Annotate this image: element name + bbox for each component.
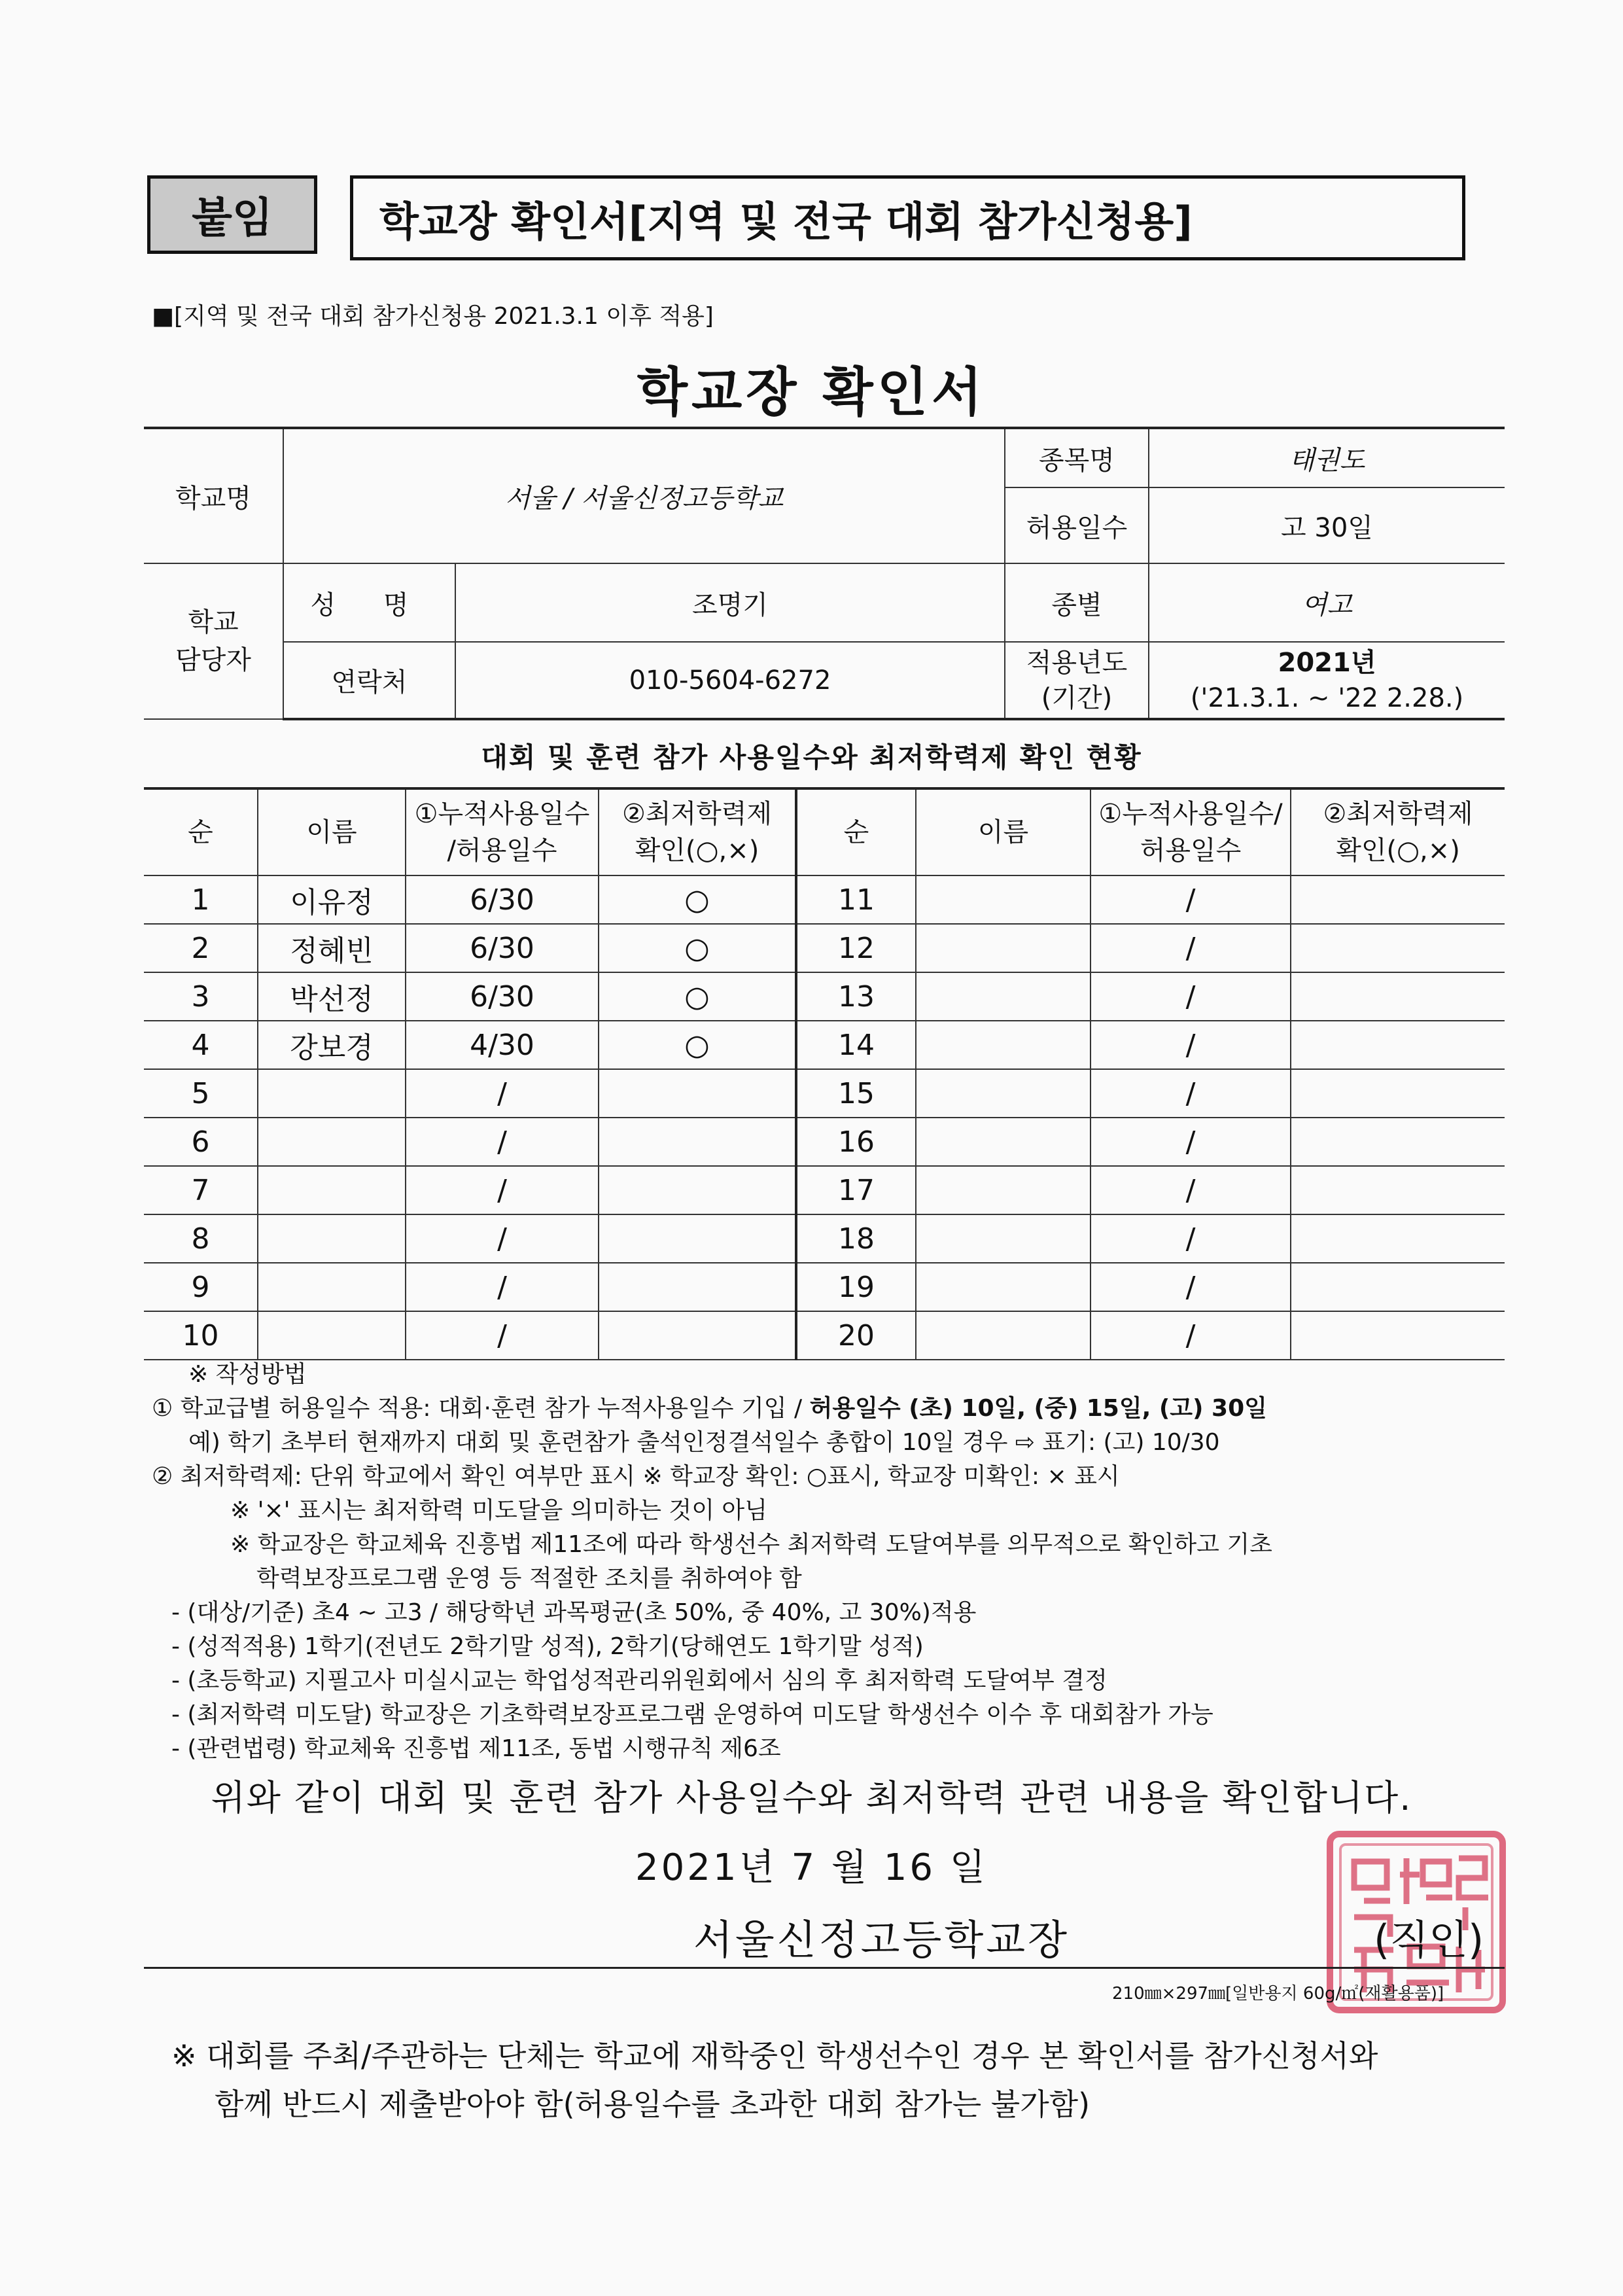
row-no: 15 — [796, 1069, 916, 1118]
row-no: 14 — [796, 1021, 916, 1069]
header-title: 학교장 확인서[지역 및 전국 대회 참가신청용] — [350, 175, 1465, 260]
row-check: ○ — [599, 875, 796, 924]
table-row — [144, 1214, 1505, 1263]
row-days: / — [1091, 1166, 1291, 1214]
info-table — [144, 427, 1505, 720]
row-name — [916, 1311, 1091, 1360]
row-name — [916, 1214, 1091, 1263]
instructions — [152, 1358, 1526, 1766]
divider — [144, 1967, 1505, 1969]
row-days: / — [1091, 1118, 1291, 1166]
row-no: 6 — [144, 1118, 258, 1166]
row-name: 박선정 — [258, 972, 406, 1021]
table-row — [144, 1069, 1505, 1118]
row-days: / — [406, 1166, 599, 1214]
note-6: - (성적적용) 1학기(전년도 2학기말 성적), 2학기(당해연도 1학기말 성적) — [171, 1633, 924, 1660]
school-value: 서울 / 서울신정고등학교 — [283, 428, 1005, 563]
year-cell — [1149, 642, 1505, 719]
row-days: / — [1091, 1021, 1291, 1069]
row-no: 2 — [144, 924, 258, 972]
row-no: 4 — [144, 1021, 258, 1069]
row-days: / — [1091, 1263, 1291, 1311]
manager-label: 학교 담당자 — [144, 563, 283, 719]
row-no: 17 — [796, 1166, 916, 1214]
status-table — [144, 787, 1505, 1360]
row-check — [599, 1263, 796, 1311]
paper-spec: 210㎜×297㎜[일반용지 60g/㎡(재활용품)] — [1112, 1984, 1444, 2004]
contact-label: 연락처 — [283, 642, 455, 719]
note-5: - (대상/기준) 초4 ~ 고3 / 해당학년 과목평균(초 50%, 중 40%, 고 30%)적용 — [171, 1599, 977, 1626]
note-1-bold: 허용일수 (초) 10일, (중) 15일, (고) 30일 — [809, 1395, 1267, 1422]
footer-line-2: 함께 반드시 제출받아야 함(허용일수를 초과한 대회 참가는 불가함) — [215, 2087, 1091, 2122]
table-row — [144, 924, 1505, 972]
row-check: ○ — [599, 924, 796, 972]
status-title: 대회 및 훈련 참가 사용일수와 최저학력제 확인 현황 — [481, 741, 1142, 773]
table-row — [144, 875, 1505, 924]
name-label: 성 명 — [283, 563, 455, 642]
row-check — [1291, 1263, 1505, 1311]
row-no: 16 — [796, 1118, 916, 1166]
row-days: / — [1091, 972, 1291, 1021]
row-name — [916, 875, 1091, 924]
row-no: 12 — [796, 924, 916, 972]
row-check — [1291, 1311, 1505, 1360]
row-no: 9 — [144, 1263, 258, 1311]
row-check — [599, 1311, 796, 1360]
year-label: 적용년도 (기간) — [1005, 642, 1149, 719]
note-4-cont: 학력보장프로그램 운영 등 적절한 조치를 취하여야 함 — [256, 1565, 802, 1592]
table-row — [144, 972, 1505, 1021]
row-no: 1 — [144, 875, 258, 924]
allowed-days-value: 고 30일 — [1149, 487, 1505, 563]
table-row — [144, 1166, 1505, 1214]
row-check — [599, 1214, 796, 1263]
row-name — [916, 1069, 1091, 1118]
row-days: 6/30 — [406, 972, 599, 1021]
note-3: ※ '×' 표시는 최저학력 미도달을 의미하는 것이 아님 — [230, 1497, 767, 1524]
col-check-left: ②최저학력제 확인(○,×) — [599, 788, 796, 875]
footer-line-1: ※ 대회를 주최/주관하는 단체는 학교에 재학중인 학생선수인 경우 본 확인서를 참가신청서와 — [171, 2038, 1378, 2074]
name-value: 조명기 — [455, 563, 1005, 642]
row-name — [258, 1311, 406, 1360]
row-days: / — [406, 1214, 599, 1263]
sport-label: 종목명 — [1005, 428, 1149, 487]
row-days: 6/30 — [406, 924, 599, 972]
document-title: 학교장 확인서 — [637, 362, 986, 423]
row-name — [258, 1214, 406, 1263]
note-1 — [152, 1392, 1526, 1426]
allowed-days-label: 허용일수 — [1005, 487, 1149, 563]
school-label: 학교명 — [144, 428, 283, 563]
row-check — [599, 1069, 796, 1118]
year-value: 2021년 — [1278, 647, 1376, 678]
row-check — [1291, 1069, 1505, 1118]
category-label: 종별 — [1005, 563, 1149, 642]
row-days: / — [406, 1069, 599, 1118]
row-check — [1291, 924, 1505, 972]
row-days: / — [406, 1311, 599, 1360]
row-no: 8 — [144, 1214, 258, 1263]
row-name — [258, 1069, 406, 1118]
row-no: 13 — [796, 972, 916, 1021]
col-days-left: ①누적사용일수 /허용일수 — [406, 788, 599, 875]
row-name — [916, 1263, 1091, 1311]
row-days: / — [406, 1118, 599, 1166]
row-no: 19 — [796, 1263, 916, 1311]
row-check — [1291, 1021, 1505, 1069]
note-4: ※ 학교장은 학교체육 진흥법 제11조에 따라 학생선수 최저학력 도달여부를 의무적으로 확인하고 기초 — [230, 1531, 1272, 1558]
attachment-tag: 붙임 — [147, 175, 317, 254]
note-7: - (초등학교) 지필고사 미실시교는 학업성적관리위원회에서 심의 후 최저학력 도달여부 결정 — [171, 1667, 1108, 1694]
sign-date: 2021년 7 월 16 일 — [635, 1846, 988, 1889]
row-name — [916, 1166, 1091, 1214]
row-name — [258, 1166, 406, 1214]
row-check — [1291, 1214, 1505, 1263]
table-row — [144, 1118, 1505, 1166]
confirm-statement: 위와 같이 대회 및 훈련 참가 사용일수와 최저학력 관련 내용을 확인합니다. — [211, 1777, 1412, 1818]
row-no: 5 — [144, 1069, 258, 1118]
row-check — [1291, 875, 1505, 924]
table-row — [144, 1021, 1505, 1069]
row-no: 3 — [144, 972, 258, 1021]
col-no-left: 순 — [144, 788, 258, 875]
category-value: 여고 — [1149, 563, 1505, 642]
school-signature: 서울신정고등학교장 — [693, 1916, 1070, 1964]
note-2: ② 최저학력제: 단위 학교에서 확인 여부만 표시 ※ 학교장 확인: ○표시, 학교장 미확인: × 표시 — [152, 1463, 1120, 1490]
row-days: 6/30 — [406, 875, 599, 924]
row-days: / — [1091, 1311, 1291, 1360]
col-name-left: 이름 — [258, 788, 406, 875]
apply-note: ■[지역 및 전국 대회 참가신청용 2021.3.1 이후 적용] — [152, 303, 714, 330]
row-no: 10 — [144, 1311, 258, 1360]
note-1-example: 예) 학기 초부터 현재까지 대회 및 훈련참가 출석인정결석일수 총합이 10일 경우 ⇨ 표기: (고) 10/30 — [188, 1429, 1220, 1456]
row-name: 정혜빈 — [258, 924, 406, 972]
row-name — [916, 1118, 1091, 1166]
row-name: 강보경 — [258, 1021, 406, 1069]
row-name — [258, 1263, 406, 1311]
col-no-right: 순 — [796, 788, 916, 875]
row-days: / — [1091, 875, 1291, 924]
row-days: 4/30 — [406, 1021, 599, 1069]
row-check: ○ — [599, 972, 796, 1021]
seal-label: (직인) — [1374, 1916, 1484, 1964]
row-check — [1291, 1118, 1505, 1166]
row-check — [1291, 972, 1505, 1021]
row-days: / — [1091, 1214, 1291, 1263]
year-period: ('21.3.1. ~ '22 2.28.) — [1190, 682, 1464, 713]
table-row — [144, 1311, 1505, 1360]
row-name — [916, 1021, 1091, 1069]
row-no: 11 — [796, 875, 916, 924]
row-check: ○ — [599, 1021, 796, 1069]
row-name — [916, 924, 1091, 972]
row-name — [258, 1118, 406, 1166]
col-days-right: ①누적사용일수/ 허용일수 — [1091, 788, 1291, 875]
note-1-text: ① 학교급별 허용일수 적용: 대회·훈련 참가 누적사용일수 기입 / — [152, 1395, 810, 1422]
note-9: - (관련법령) 학교체육 진흥법 제11조, 동법 시행규칙 제6조 — [171, 1735, 781, 1762]
row-days: / — [1091, 924, 1291, 972]
sport-value: 태권도 — [1149, 428, 1505, 487]
row-check — [599, 1118, 796, 1166]
row-no: 7 — [144, 1166, 258, 1214]
row-check — [1291, 1166, 1505, 1214]
contact-value: 010-5604-6272 — [455, 642, 1005, 719]
col-name-right: 이름 — [916, 788, 1091, 875]
row-name: 이유정 — [258, 875, 406, 924]
row-no: 20 — [796, 1311, 916, 1360]
row-days: / — [1091, 1069, 1291, 1118]
footer-note — [171, 2032, 1378, 2128]
note-8: - (최저학력 미도달) 학교장은 기초학력보장프로그램 운영하여 미도달 학생선수 이수 후 대회참가 가능 — [171, 1701, 1213, 1728]
row-no: 18 — [796, 1214, 916, 1263]
row-check — [599, 1166, 796, 1214]
col-check-right: ②최저학력제 확인(○,×) — [1291, 788, 1505, 875]
notes-heading: ※ 작성방법 — [188, 1361, 307, 1388]
table-row — [144, 1263, 1505, 1311]
row-name — [916, 972, 1091, 1021]
row-days: / — [406, 1263, 599, 1311]
